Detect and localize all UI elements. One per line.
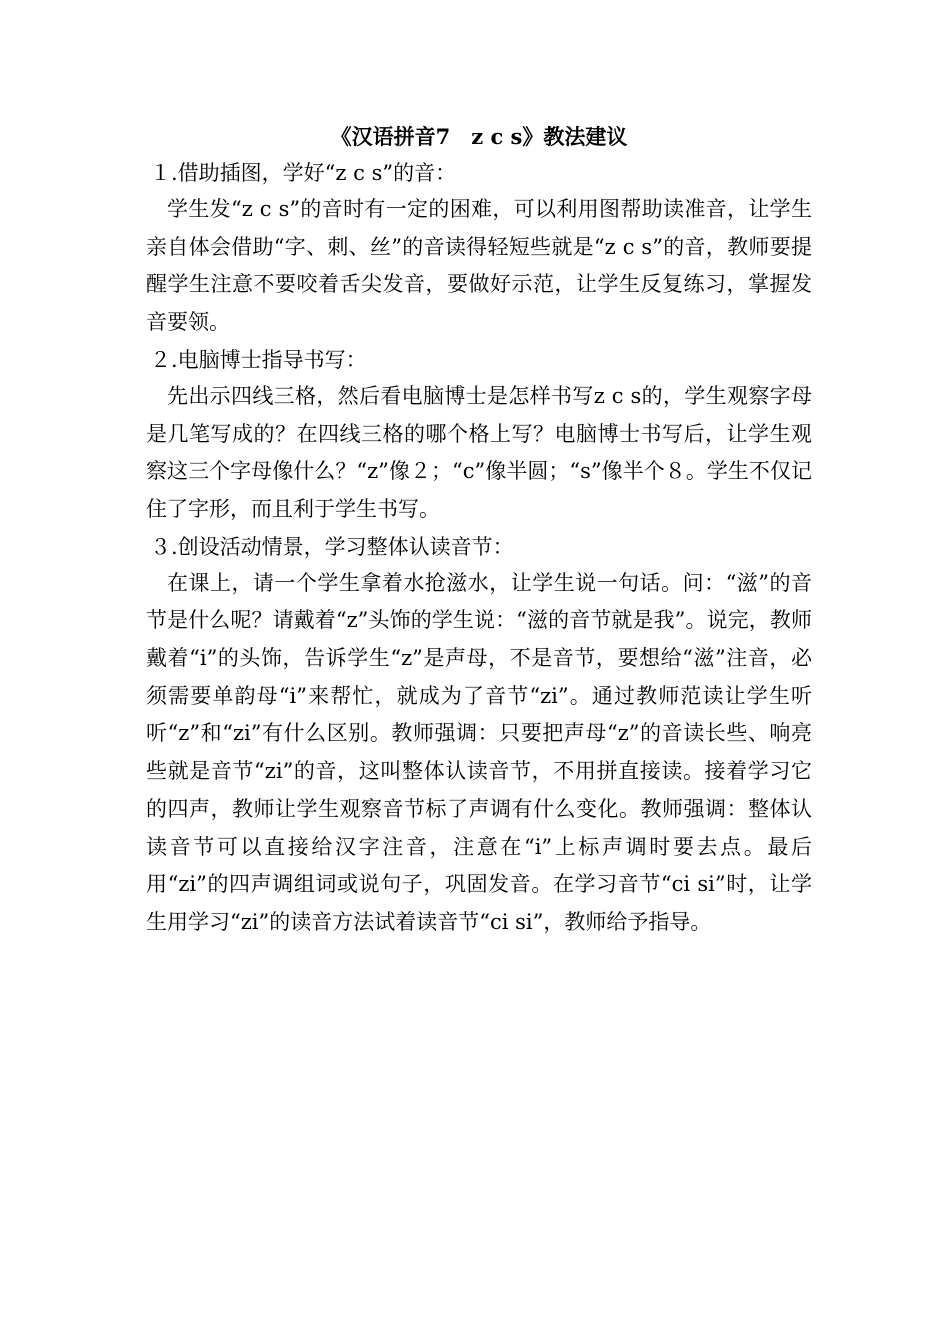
document-page [146, 118, 812, 942]
section-3 [146, 529, 812, 942]
section-body: 先出示四线三格，然后看电脑博士是怎样书写z c s的，学生观察字母是几笔写成的？在四线三格的哪个格上写？电脑博士书写后，让学生观察这三个字母像什么？“z”像２；“c”像半圆；“s”像半个８。学生不仅记住了字形，而且利于学生书写。 [146, 383, 812, 521]
section-heading: １.借助插图，学好“z c s”的音： [150, 161, 457, 185]
section-heading: ２.电脑博士指导书写： [150, 347, 367, 372]
section-heading: ３.创设活动情景，学习整体认读音节： [150, 534, 514, 559]
section-1 [146, 155, 812, 342]
document-title: 《汉语拼音7 z c s》教法建议 [330, 124, 628, 149]
section-body: 学生发“z c s”的音时有一定的困难，可以利用图帮助读准音，让学生亲自体会借助“字、刺、丝”的音读得轻短些就是“z c s”的音，教师要提醒学生注意不要咬着舌尖发音，要做好示范，让学生反复练习，掌握发音要领。 [146, 197, 812, 335]
section-2 [146, 342, 812, 529]
section-body: 在课上，请一个学生拿着水抢滋水，让学生说一句话。问：“滋”的音节是什么呢？请戴着“z”头饰的学生说：“滋的音节就是我”。说完，教师戴着“i”的头饰，告诉学生“z”是声母，不是音节，要想给“滋”注音，必须需要单韵母“i”来帮忙，就成为了音节“zi”。通过教师范读让学生听听“z”和“zi”有什么区别。教师强调：只要把声母“z”的音读长些、响亮些就是音节“zi”的音，这叫整体认读音节，不用拼直接读。接着学习它的四声，教师让学生观察音节标了声调有什么变化。教师强调：整体认读音节可以直接给汉字注音，注意在“i”上标声调时要去点。最后用“zi”的四声调组词或说句子，巩固发音。在学习音节“ci si”时，让学生用学习“zi”的读音方法试着读音节“ci si”，教师给予指导。 [146, 570, 812, 934]
